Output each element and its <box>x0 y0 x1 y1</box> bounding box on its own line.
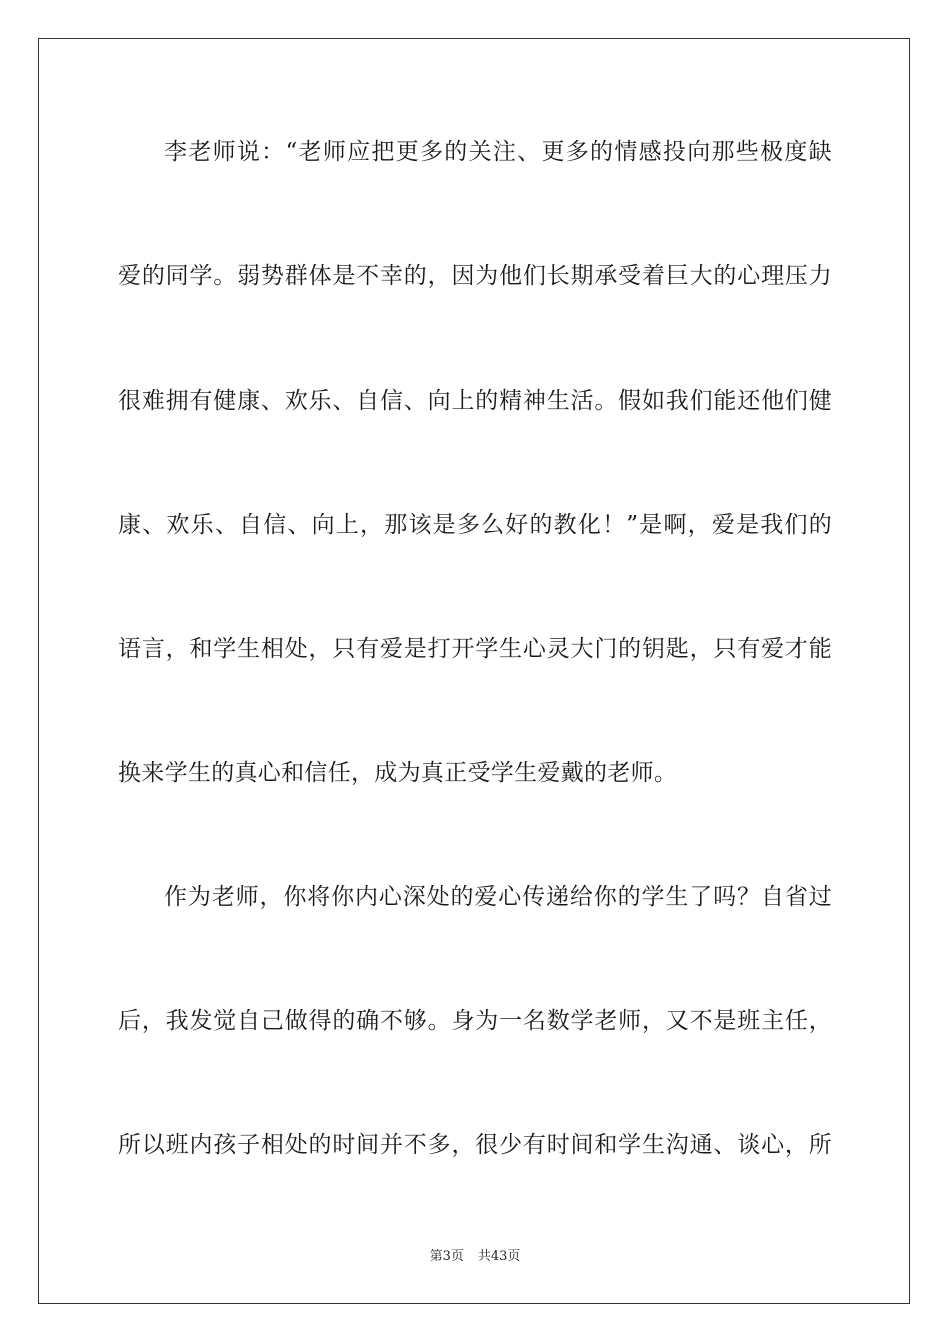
paragraph-1-line-3: 很难拥有健康、欢乐、自信、向上的精神生活。假如我们能还他们健 <box>118 388 832 414</box>
paragraph-1-line-6: 换来学生的真心和信任，成为真正受学生爱戴的老师。 <box>118 760 678 786</box>
paragraph-2-line-2: 后，我发觉自己做得的确不够。身为一名数学老师，又不是班主任， <box>118 1008 832 1034</box>
paragraph-1-line-2: 爱的同学。弱势群体是不幸的，因为他们长期承受着巨大的心理压力 <box>118 263 832 289</box>
paragraph-1-line-1: 李老师说：“老师应把更多的关注、更多的情感投向那些极度缺 <box>164 139 832 165</box>
page-footer <box>0 1248 950 1266</box>
paragraph-1-line-5: 语言，和学生相处，只有爱是打开学生心灵大门的钥匙，只有爱才能 <box>118 636 832 662</box>
page-frame <box>38 38 910 1304</box>
page-number: 第3页 <box>429 1249 464 1264</box>
paragraph-2-line-3: 所以班内孩子相处的时间并不多，很少有时间和学生沟通、谈心，所 <box>118 1132 832 1158</box>
paragraph-2-line-1: 作为老师，你将你内心深处的爱心传递给你的学生了吗？自省过 <box>164 884 832 910</box>
page-total: 共43页 <box>477 1249 521 1264</box>
paragraph-1-line-4: 康、欢乐、自信、向上，那该是多么好的教化！”是啊，爱是我们的 <box>118 512 832 538</box>
